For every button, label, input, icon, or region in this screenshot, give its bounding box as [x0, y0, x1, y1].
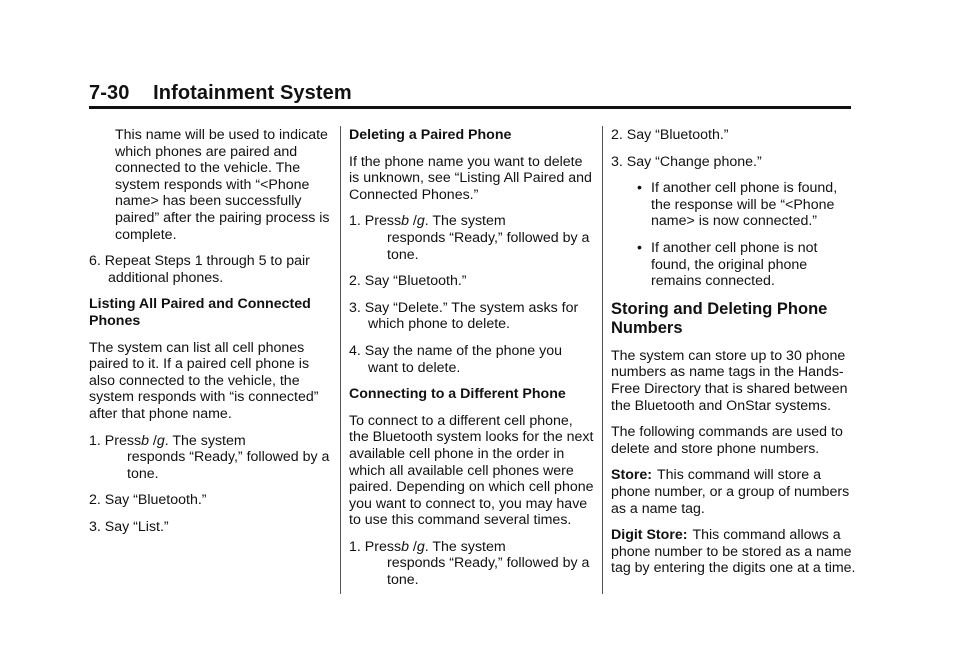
store-command	[611, 467, 857, 517]
connecting-step-2	[611, 127, 857, 144]
command-keyword: Store:	[611, 467, 652, 484]
step-number: 2.	[89, 492, 101, 509]
bullet-text: If another cell phone is found, the response will be “<Phone name> is now connected.”	[651, 180, 838, 230]
phone-button-icon: b	[401, 213, 409, 230]
step-number: 6.	[89, 253, 101, 270]
voice-button-icon: g	[156, 432, 165, 449]
step-text: Say “List.”	[104, 518, 169, 535]
connecting-paragraph: To connect to a different cell phone, the Bluetooth system looks for the next available cell phone in the order in which all available cell phones were paired. Depending on which cell phone you want to connect to, you may have to use this command several times.	[349, 412, 594, 529]
slash: /	[152, 432, 157, 449]
connecting-heading: Connecting to a Different Phone	[349, 386, 566, 403]
step-text: Say “Delete.” The system asks for which phone to delete.	[364, 299, 579, 333]
bullet-item	[611, 240, 857, 290]
digit-store-command	[611, 527, 857, 577]
column-divider	[340, 126, 341, 594]
header-rule	[89, 106, 851, 109]
phone-button-icon: b	[141, 432, 149, 449]
column-2	[349, 127, 595, 599]
continued-paragraph: This name will be used to indicate which phones are paired and connected to the vehicle. The system responds with “<Phone name> has been successfully paired” after the pairing process is complete.	[115, 127, 330, 243]
step-text: Repeat Steps 1 through 5 to pair additional phones.	[104, 253, 310, 286]
step-text: Say “Change phone.”	[626, 153, 762, 170]
step-number: 1.	[349, 213, 361, 230]
commands-paragraph: The following commands are used to delete and store phone numbers.	[611, 424, 843, 457]
slash: /	[412, 538, 417, 555]
bullet-icon: •	[637, 239, 642, 256]
command-description: This command will store a phone number, or a group of numbers as a name tag.	[611, 467, 850, 517]
storing-paragraph: The system can store up to 30 phone numbers as name tags in the Hands-Free Directory that is shared between the Bluetooth and OnStar systems.	[611, 347, 848, 414]
command-description: This command allows a phone number to be stored as a name tag by entering the digits one at a time.	[611, 527, 856, 577]
page-header	[89, 82, 352, 105]
voice-button-icon: g	[416, 213, 425, 230]
listing-paragraph: The system can list all cell phones paired to it. If a paired cell phone is also connected to the vehicle, the system responds with “is connected” after that phone name.	[89, 339, 319, 422]
step-6	[89, 253, 335, 286]
deleting-heading: Deleting a Paired Phone	[349, 127, 512, 143]
listing-step-2	[89, 492, 335, 509]
listing-step-3	[89, 519, 335, 536]
step-text: Say “Bluetooth.”	[364, 273, 467, 290]
slash: /	[412, 213, 417, 230]
step-text: Say “Bluetooth.”	[104, 492, 207, 509]
connecting-step-1	[349, 539, 595, 589]
section-title: Storing and Deleting Phone Numbers	[611, 299, 828, 337]
step-text: . The system	[424, 213, 506, 230]
connecting-step-3	[611, 154, 857, 171]
deleting-step-1	[349, 213, 595, 263]
phone-button-icon: b	[401, 538, 409, 555]
step-continuation: responds “Ready,” followed by a tone.	[387, 229, 590, 263]
step-text: Press	[364, 538, 402, 555]
step-number: 1.	[89, 432, 101, 449]
step-number: 3.	[89, 518, 101, 535]
deleting-paragraph: If the phone name you want to delete is unknown, see “Listing All Paired and Connected Phones.”	[349, 153, 592, 203]
step-text: . The system	[424, 538, 506, 555]
step-text: Press	[104, 432, 142, 449]
command-keyword: Digit Store:	[611, 527, 688, 544]
step-number: 4.	[349, 342, 361, 359]
step-number: 2.	[349, 273, 361, 290]
listing-heading: Listing All Paired and Connected Phones	[89, 296, 311, 329]
step-text: . The system	[164, 432, 246, 449]
page-number: 7-30	[89, 82, 130, 104]
deleting-step-2	[349, 273, 595, 290]
step-number: 2.	[611, 127, 623, 143]
column-1	[89, 127, 335, 545]
step-number: 3.	[611, 153, 623, 170]
step-text: Say “Bluetooth.”	[626, 127, 729, 143]
step-continuation: responds “Ready,” followed by a tone.	[387, 555, 590, 589]
step-continuation: responds “Ready,” followed by a tone.	[127, 449, 330, 482]
step-text: Press	[364, 213, 402, 230]
page-title: Infotainment System	[153, 82, 352, 104]
deleting-step-3	[349, 300, 595, 333]
step-text: Say the name of the phone you want to delete.	[364, 342, 562, 376]
voice-button-icon: g	[416, 538, 425, 555]
column-divider	[602, 126, 603, 594]
bullet-text: If another cell phone is not found, the original phone remains connected.	[651, 239, 818, 290]
deleting-step-4	[349, 343, 595, 376]
bullet-item	[611, 180, 857, 230]
step-number: 1.	[349, 538, 361, 555]
listing-step-1	[89, 433, 335, 483]
column-3	[611, 127, 857, 587]
bullet-icon: •	[637, 180, 642, 197]
step-number: 3.	[349, 299, 361, 316]
